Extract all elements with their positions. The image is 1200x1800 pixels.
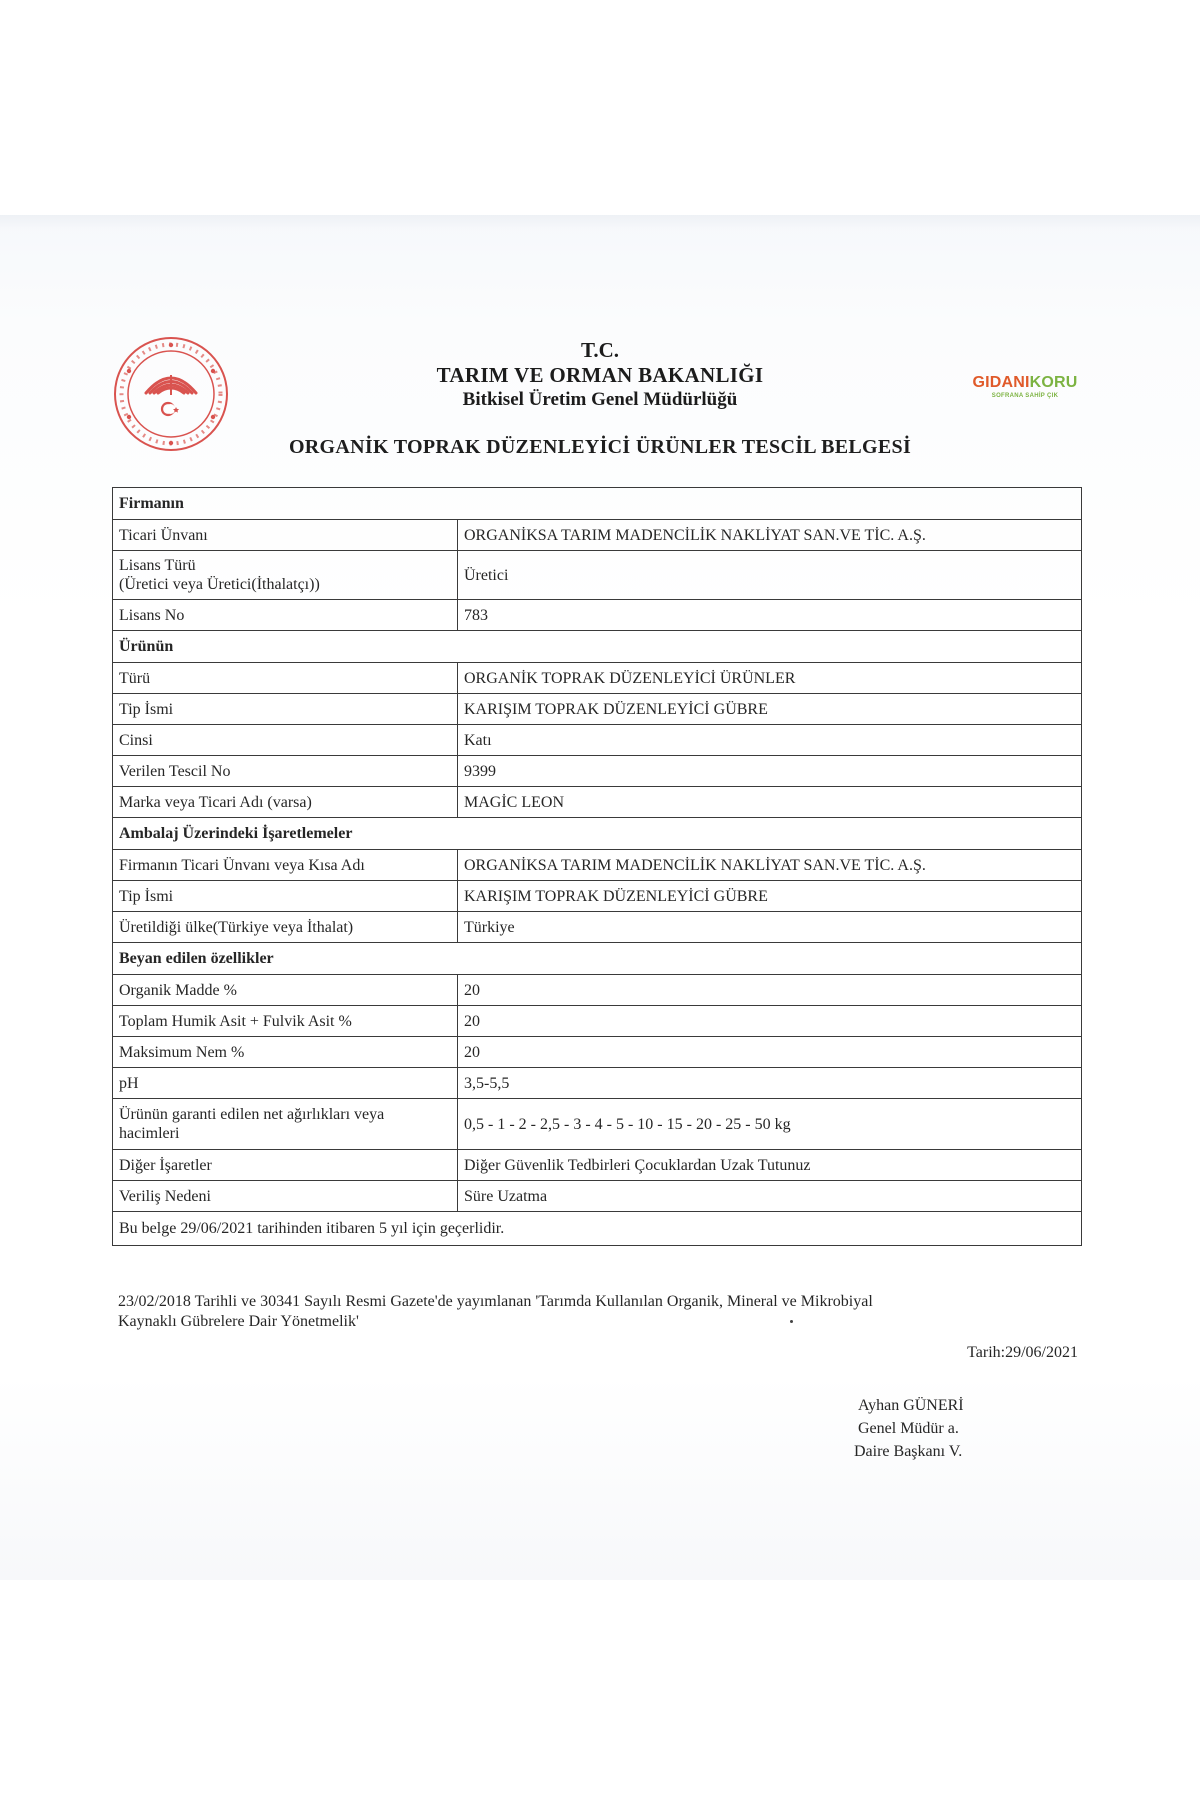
row-label: Toplam Humik Asit + Fulvik Asit % bbox=[113, 1006, 458, 1037]
stray-mark bbox=[790, 1320, 793, 1323]
row-value: Süre Uzatma bbox=[458, 1181, 1082, 1212]
document-title: ORGANİK TOPRAK DÜZENLEYİCİ ÜRÜNLER TESCİL BELGESİ bbox=[288, 436, 912, 458]
logo-wordmark bbox=[960, 374, 1090, 392]
table-row bbox=[113, 1037, 1082, 1068]
section-row-declared bbox=[113, 943, 1082, 975]
header-directorate: Bitkisel Üretim Genel Müdürlüğü bbox=[462, 389, 738, 410]
gidani-koru-logo bbox=[960, 374, 1090, 399]
section-heading: Ambalaj Üzerindeki İşaretlemeler bbox=[113, 818, 1082, 850]
row-label: Verilen Tescil No bbox=[113, 756, 458, 787]
paper-edge-shadow bbox=[0, 215, 1200, 229]
row-value: 3,5-5,5 bbox=[458, 1068, 1082, 1099]
row-value: 9399 bbox=[458, 756, 1082, 787]
row-label-line1: Lisans Türü bbox=[119, 557, 196, 574]
table-row bbox=[113, 663, 1082, 694]
signatory-title2: Daire Başkanı V. bbox=[854, 1443, 963, 1460]
row-label: Marka veya Ticari Adı (varsa) bbox=[113, 787, 458, 818]
regulation-reference bbox=[118, 1292, 1058, 1332]
regulation-line2: Kaynaklı Gübrelere Dair Yönetmelik' bbox=[118, 1313, 359, 1330]
table-row bbox=[113, 1006, 1082, 1037]
row-value: 20 bbox=[458, 1006, 1082, 1037]
table-row bbox=[113, 551, 1082, 600]
row-value: Diğer Güvenlik Tedbirleri Çocuklardan Uzak Tutunuz bbox=[458, 1150, 1082, 1181]
header-ministry: TARIM VE ORMAN BAKANLIĞI bbox=[436, 363, 764, 387]
row-value: KARIŞIM TOPRAK DÜZENLEYİCİ GÜBRE bbox=[458, 694, 1082, 725]
table-row bbox=[113, 881, 1082, 912]
row-label: Diğer İşaretler bbox=[113, 1150, 458, 1181]
row-label-line2: (Üretici veya Üretici(İthalatçı)) bbox=[119, 576, 320, 593]
signatory-title1: Genel Müdür a. bbox=[858, 1420, 959, 1437]
registration-table bbox=[112, 487, 1082, 1246]
table-row bbox=[113, 1068, 1082, 1099]
section-row-firm bbox=[113, 488, 1082, 520]
table-row bbox=[113, 600, 1082, 631]
row-label: Tip İsmi bbox=[113, 694, 458, 725]
table-row bbox=[113, 787, 1082, 818]
row-label: Üretildiği ülke(Türkiye veya İthalat) bbox=[113, 912, 458, 943]
row-label: Firmanın Ticari Ünvanı veya Kısa Adı bbox=[113, 850, 458, 881]
row-value: ORGANİK TOPRAK DÜZENLEYİCİ ÜRÜNLER bbox=[458, 663, 1082, 694]
logo-tagline: SOFRANA SAHİP ÇIK bbox=[991, 393, 1059, 399]
row-label: Lisans No bbox=[113, 600, 458, 631]
row-value: Türkiye bbox=[458, 912, 1082, 943]
row-label-line1: Ürünün garanti edilen net ağırlıkları veya bbox=[119, 1106, 385, 1123]
section-heading: Firmanın bbox=[113, 488, 1082, 520]
row-label-line2: hacimleri bbox=[119, 1125, 180, 1142]
row-label: Tip İsmi bbox=[113, 881, 458, 912]
signatory-name: Ayhan GÜNERİ bbox=[858, 1397, 964, 1414]
table-row bbox=[113, 975, 1082, 1006]
signature-block bbox=[820, 1394, 1020, 1463]
row-value: KARIŞIM TOPRAK DÜZENLEYİCİ GÜBRE bbox=[458, 881, 1082, 912]
issue-date: Tarih:29/06/2021 bbox=[967, 1344, 1078, 1361]
validity-text: Bu belge 29/06/2021 tarihinden itibaren 5 yıl için geçerlidir. bbox=[113, 1212, 1082, 1246]
document-header bbox=[300, 338, 900, 412]
row-label bbox=[113, 1099, 458, 1150]
row-label: Organik Madde % bbox=[113, 975, 458, 1006]
row-label: Maksimum Nem % bbox=[113, 1037, 458, 1068]
table-row bbox=[113, 756, 1082, 787]
row-value: ORGANİKSA TARIM MADENCİLİK NAKLİYAT SAN.VE TİC. A.Ş. bbox=[458, 850, 1082, 881]
row-label: Veriliş Nedeni bbox=[113, 1181, 458, 1212]
table-row bbox=[113, 520, 1082, 551]
validity-row bbox=[113, 1212, 1082, 1246]
section-row-product bbox=[113, 631, 1082, 663]
row-label: Ticari Ünvanı bbox=[113, 520, 458, 551]
row-value: 20 bbox=[458, 1037, 1082, 1068]
table-row bbox=[113, 1150, 1082, 1181]
row-label bbox=[113, 551, 458, 600]
section-heading: Beyan edilen özellikler bbox=[113, 943, 1082, 975]
row-value: 783 bbox=[458, 600, 1082, 631]
section-row-packaging bbox=[113, 818, 1082, 850]
table-row bbox=[113, 912, 1082, 943]
regulation-line1: 23/02/2018 Tarihli ve 30341 Sayılı Resmi Gazete'de yayımlanan 'Tarımda Kullanılan Organik, Mineral ve Mikrobiyal bbox=[118, 1293, 873, 1310]
row-label: pH bbox=[113, 1068, 458, 1099]
table-row bbox=[113, 1181, 1082, 1212]
row-label: Türü bbox=[113, 663, 458, 694]
row-value: 20 bbox=[458, 975, 1082, 1006]
table-row bbox=[113, 725, 1082, 756]
row-value: ORGANİKSA TARIM MADENCİLİK NAKLİYAT SAN.VE TİC. A.Ş. bbox=[458, 520, 1082, 551]
row-value: MAGİC LEON bbox=[458, 787, 1082, 818]
header-tc: T.C. bbox=[580, 338, 620, 362]
logo-part2: KORU bbox=[1029, 374, 1078, 391]
table-row bbox=[113, 1099, 1082, 1150]
row-value: Katı bbox=[458, 725, 1082, 756]
row-label: Cinsi bbox=[113, 725, 458, 756]
section-heading: Ürünün bbox=[113, 631, 1082, 663]
row-value: Üretici bbox=[458, 551, 1082, 600]
table-row bbox=[113, 694, 1082, 725]
row-value: 0,5 - 1 - 2 - 2,5 - 3 - 4 - 5 - 10 - 15 - 20 - 25 - 50 kg bbox=[458, 1099, 1082, 1150]
logo-part1: GIDANI bbox=[972, 374, 1030, 391]
table-row bbox=[113, 850, 1082, 881]
